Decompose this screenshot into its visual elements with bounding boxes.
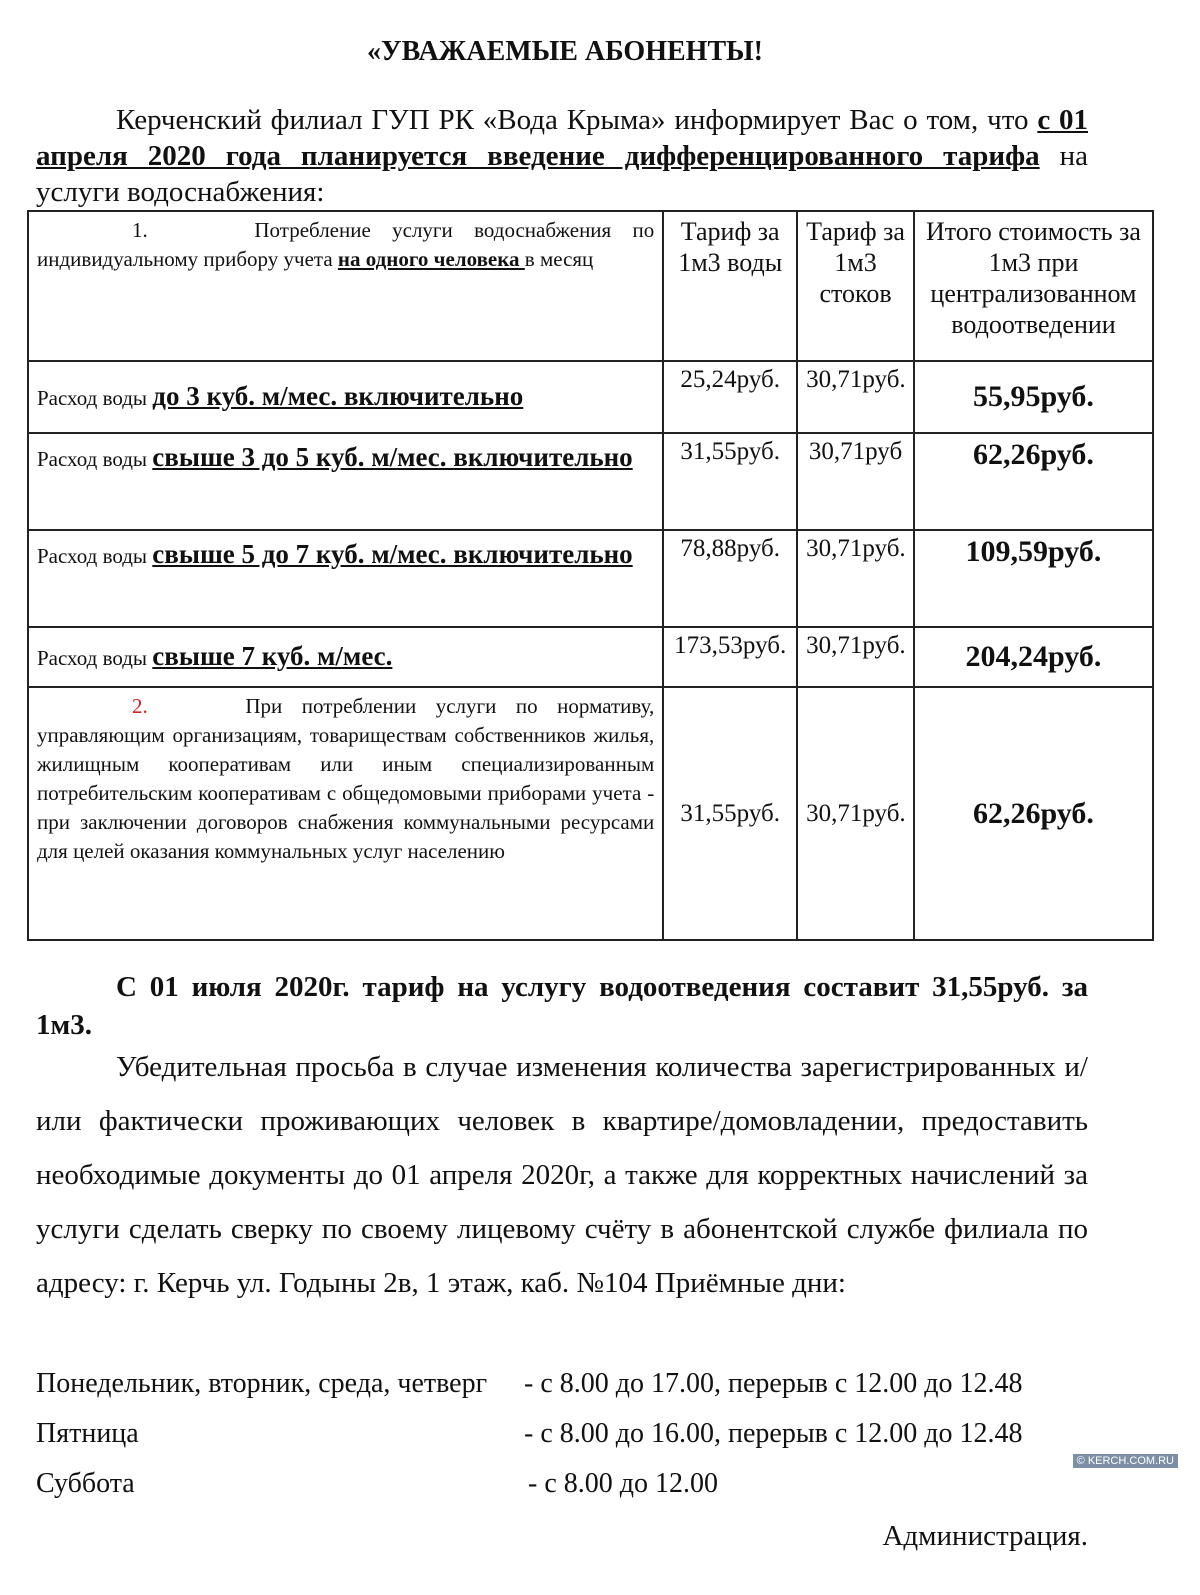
schedule-hours: - с 8.00 до 16.00, перерыв с 12.00 до 12.48 (524, 1418, 1023, 1449)
row-range: свыше 7 куб. м/мес. (152, 641, 393, 671)
header-description-cell (28, 211, 663, 361)
request-text: Убедительная просьба в случае изменения количества зарегистрированных и/или фактически проживающих человек в квартире/домовладении, предоставить необходимые документы до 01 апреля 2020г, а также для корректных начислений за услуги сделать сверку по своему лицевому счёту в абонентской службе филиала по адресу: г. Керчь ул. Годыны 2в, 1 этаж, каб. №104 Приёмные дни: (36, 1051, 1088, 1299)
intro-date-highlight: с 01 апреля 2020 года планируется введение дифференцированного тарифа (36, 104, 1089, 172)
intro-text-2: на услуги водоснабжения: (36, 140, 1088, 208)
july-text: С 01 июля 2020г. тариф на услугу водоотведения составит 31,55руб. за 1м3. (36, 971, 1088, 1041)
intro-text-1: Керченский филиал ГУП РК «Вода Крыма» информирует Вас о том, что (116, 104, 1038, 136)
total-price: 62,26руб. (914, 433, 1153, 530)
row-prefix: Расход воды (37, 447, 153, 471)
schedule-hours: - с 8.00 до 12.00 (528, 1468, 718, 1499)
water-price: 78,88руб. (663, 530, 797, 627)
header-total-cost: Итого стоимость за 1м3 при централизованном водоотведении (914, 211, 1153, 361)
row-prefix: Расход воды (37, 646, 153, 670)
row-label (28, 361, 663, 433)
sewer-price: 30,71руб. (797, 361, 914, 433)
row-range: до 3 куб. м/мес. включительно (152, 381, 524, 411)
norm-description-cell (28, 687, 663, 940)
total-price: 55,95руб. (914, 361, 1153, 433)
schedule-days: Пятница (36, 1418, 139, 1449)
row-range: свыше 3 до 5 куб. м/мес. включительно (152, 442, 633, 472)
water-price: 173,53руб. (663, 627, 797, 687)
row-range: свыше 5 до 7 куб. м/мес. включительно (152, 539, 633, 569)
sewer-price: 30,71руб. (797, 687, 914, 940)
tariff-table (27, 210, 1154, 941)
sewer-price: 30,71руб. (797, 530, 914, 627)
total-price: 109,59руб. (914, 530, 1153, 627)
row-label (28, 433, 663, 530)
table-row (28, 627, 1153, 687)
schedule-days: Суббота (36, 1468, 135, 1499)
intro-paragraph (36, 102, 1088, 210)
schedule-hours: - с 8.00 до 17.00, перерыв с 12.00 до 12.48 (524, 1368, 1023, 1399)
row-label (28, 530, 663, 627)
request-paragraph (36, 1040, 1088, 1310)
header-text-2: в месяц (524, 247, 594, 271)
item-number: 1. (132, 218, 148, 242)
watermark: © KERCH.COM.RU (1073, 1454, 1178, 1468)
row-prefix: Расход воды (37, 386, 153, 410)
table-row-norm (28, 687, 1153, 940)
row-prefix: Расход воды (37, 544, 153, 568)
table-row (28, 530, 1153, 627)
sewer-price: 30,71руб (797, 433, 914, 530)
row-label (28, 627, 663, 687)
sewer-price: 30,71руб. (797, 627, 914, 687)
total-price: 62,26руб. (914, 687, 1153, 940)
water-price: 25,24руб. (663, 361, 797, 433)
header-bold-text: на одного человека (337, 247, 525, 271)
item-number: 2. (132, 694, 148, 718)
total-price: 204,24руб. (914, 627, 1153, 687)
table-row (28, 433, 1153, 530)
notice-title: «УВАЖАЕМЫЕ АБОНЕНТЫ! (367, 36, 763, 67)
schedule-days: Понедельник, вторник, среда, четверг (36, 1368, 488, 1399)
signature: Администрация. (882, 1520, 1088, 1552)
header-sewer-tariff: Тариф за 1м3 стоков (797, 211, 914, 361)
table-row (28, 361, 1153, 433)
water-price: 31,55руб. (663, 433, 797, 530)
july-tariff-notice (36, 968, 1088, 1044)
header-water-tariff: Тариф за 1м3 воды (663, 211, 797, 361)
header-text-1: Потребление услуги водоснабжения по индивидуальному прибору учета (37, 218, 655, 271)
norm-text: При потреблении услуги по нормативу, управляющим организациям, товариществам собственников жилья, жилищным кооперативам или иным специализированным потребительским кооперативам с общедомовыми приборами учета - при заключении договоров снабжения коммунальными ресурсами для целей оказания коммунальных услуг населению (37, 694, 655, 863)
water-price: 31,55руб. (663, 687, 797, 940)
table-header-row (28, 211, 1153, 361)
